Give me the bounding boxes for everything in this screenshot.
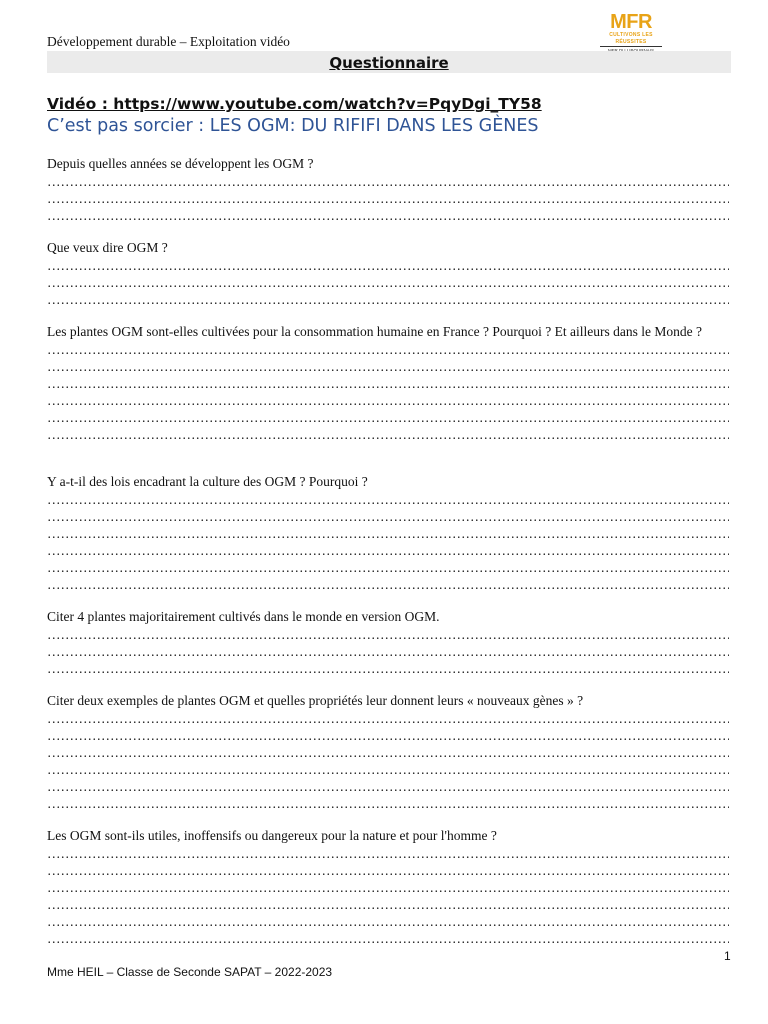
answer-line[interactable] [47, 727, 729, 744]
question-text: Les OGM sont-ils utiles, inoffensifs ou dangereux pour la nature et pour l'homme ? [47, 828, 497, 843]
answer-line[interactable] [47, 795, 729, 812]
question-text: Depuis quelles années se développent les OGM ? [47, 156, 314, 171]
answer-line[interactable] [47, 845, 729, 862]
question-text: Citer deux exemples de plantes OGM et quelles propriétés leur donnent leurs « nouveaux gènes » ? [47, 693, 584, 708]
answer-line[interactable] [47, 896, 729, 913]
answer-line[interactable] [47, 778, 729, 795]
question-text: Que veux dire OGM ? [47, 240, 168, 255]
video-link[interactable]: Vidéo : https://www.youtube.com/watch?v=PqyDgi_TY58 [47, 95, 542, 113]
answer-line[interactable] [47, 643, 729, 660]
footer: Mme HEIL – Classe de Seconde SAPAT – 2022-2023 [47, 965, 333, 979]
logo-text: MFR [610, 11, 652, 33]
answer-line[interactable] [47, 491, 729, 508]
page-title: Questionnaire [329, 54, 449, 72]
answer-line[interactable] [47, 744, 729, 761]
answer-line[interactable] [47, 542, 729, 559]
answer-line[interactable] [47, 710, 729, 727]
answer-line[interactable] [47, 660, 729, 677]
question-text: Les plantes OGM sont-elles cultivées pour la consommation humaine en France ? Pourquoi ? Et ailleurs dans le Monde ? [47, 324, 702, 339]
question-block-5 [47, 609, 731, 677]
page-number: 1 [724, 949, 731, 963]
answer-line[interactable] [47, 409, 729, 426]
answer-line[interactable] [47, 291, 729, 308]
question-block-3 [47, 324, 731, 443]
question-block-4 [47, 474, 731, 593]
question-block-2 [47, 240, 731, 308]
answer-line[interactable] [47, 576, 729, 593]
answer-line[interactable] [47, 375, 729, 392]
answer-line[interactable] [47, 508, 729, 525]
answer-line[interactable] [47, 190, 729, 207]
answer-line[interactable] [47, 392, 729, 409]
answer-line[interactable] [47, 525, 729, 542]
answer-line[interactable] [47, 626, 729, 643]
answer-line[interactable] [47, 913, 729, 930]
title-bar [47, 51, 731, 73]
mfr-logo [594, 12, 668, 50]
answer-line[interactable] [47, 879, 729, 896]
answer-line[interactable] [47, 930, 729, 947]
course-header: Développement durable – Exploitation vidéo [47, 34, 290, 49]
answer-line[interactable] [47, 257, 729, 274]
answer-line[interactable] [47, 559, 729, 576]
video-subtitle: C’est pas sorcier : LES OGM: DU RIFIFI DANS LES GÈNES [47, 116, 539, 136]
answer-line[interactable] [47, 274, 729, 291]
answer-line[interactable] [47, 862, 729, 879]
answer-line[interactable] [47, 341, 729, 358]
question-text: Y a-t-il des lois encadrant la culture des OGM ? Pourquoi ? [47, 474, 368, 489]
answer-line[interactable] [47, 358, 729, 375]
answer-line[interactable] [47, 426, 729, 443]
answer-line[interactable] [47, 173, 729, 190]
answer-line[interactable] [47, 761, 729, 778]
question-block-1 [47, 156, 731, 224]
question-block-7 [47, 828, 731, 947]
answer-line[interactable] [47, 207, 729, 224]
question-text: Citer 4 plantes majoritairement cultivés dans le monde en version OGM. [47, 609, 440, 624]
logo-tagline: CULTIVONS LES RÉUSSITES [609, 32, 653, 45]
question-block-6 [47, 693, 731, 812]
